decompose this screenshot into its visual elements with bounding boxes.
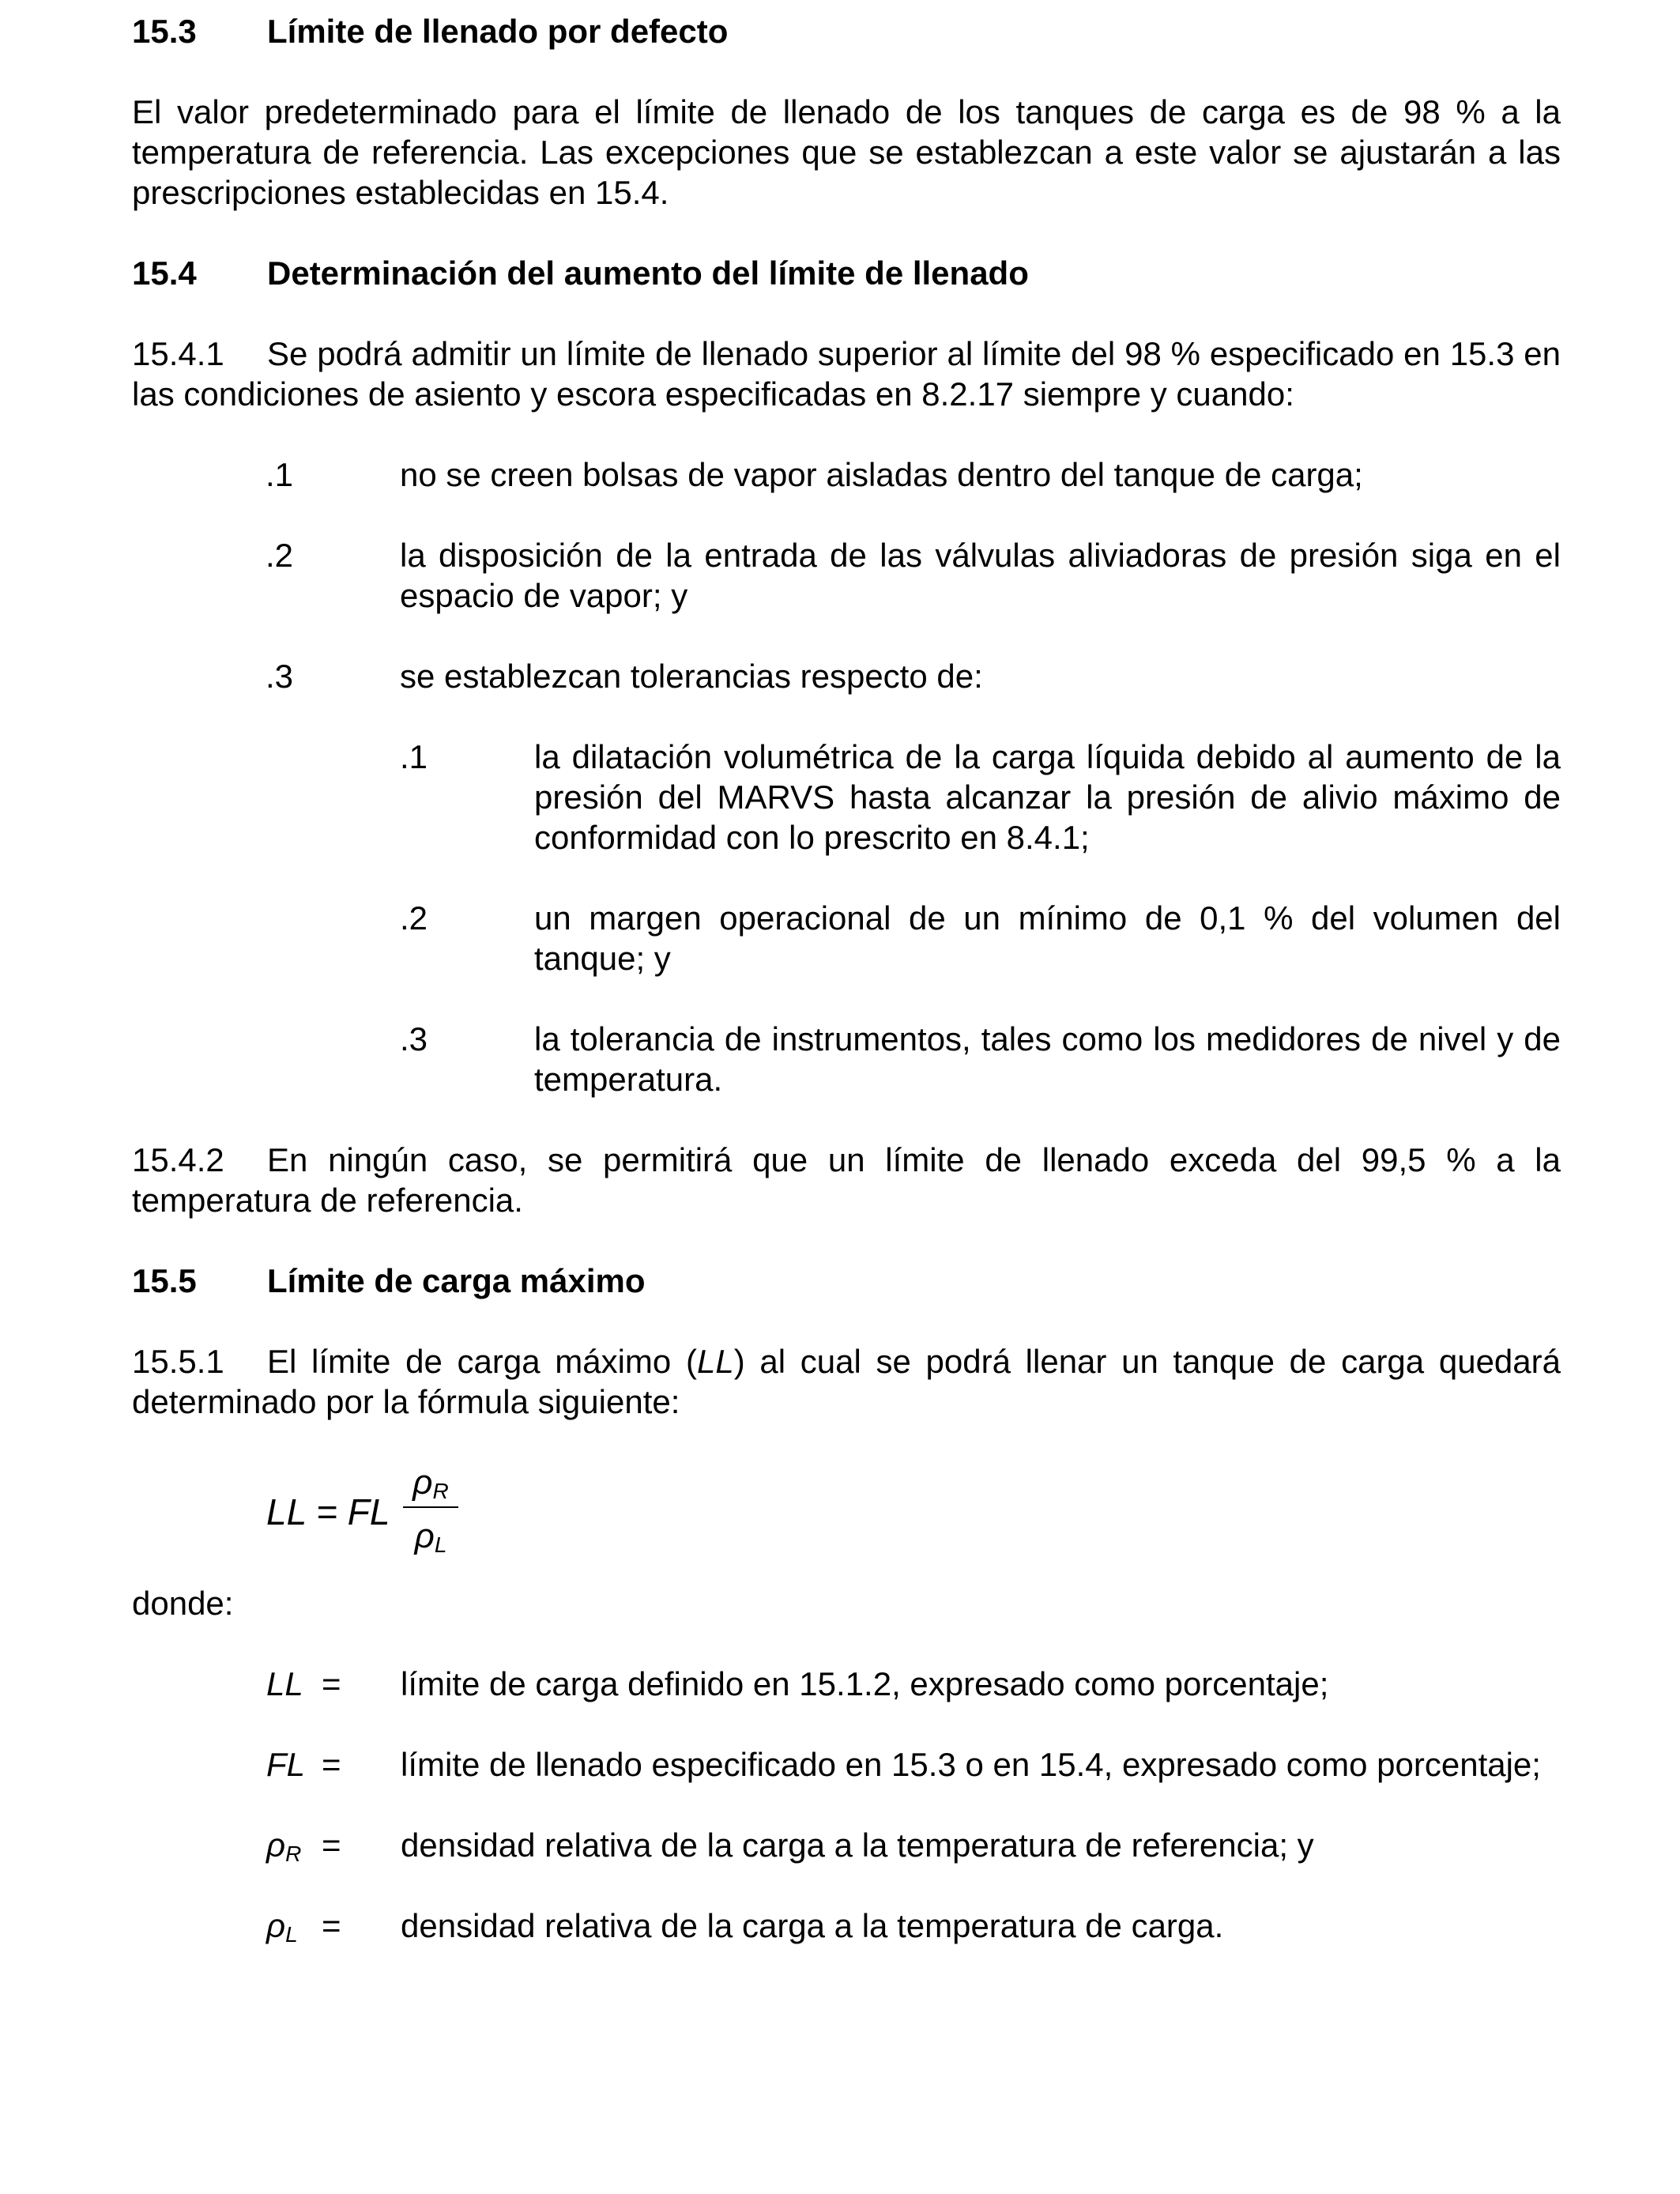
list-item-text: la tolerancia de instrumentos, tales como los medidores de nivel y de temperatura. xyxy=(534,1020,1561,1098)
definition-text: límite de llenado especificado en 15.3 o en 15.4, expresado como porcentaje; xyxy=(401,1746,1541,1783)
list-item-text: la dilatación volumétrica de la carga líquida debido al aumento de la presión del MARVS hasta alcanzar la presión de alivio máximo de conformidad con lo prescrito en 8.4.1; xyxy=(534,738,1561,856)
section-heading-15-4 xyxy=(132,253,1561,293)
paragraph-15-4-1 xyxy=(132,334,1561,414)
sub-list-item xyxy=(132,1019,1561,1099)
list-marker: .1 xyxy=(400,738,428,775)
paragraph-number: 15.4.2 xyxy=(132,1141,224,1178)
formula-lhs: LL = FL xyxy=(266,1491,390,1532)
paragraph-number: 15.4.1 xyxy=(132,335,224,372)
paragraph-15-3: El valor predeterminado para el límite de llenado de los tanques de carga es de 98 % a la temperatura de referencia. Las excepciones que se establezcan a este valor se ajustarán a las prescripciones establecidas en 15.4. xyxy=(132,93,1561,211)
list-marker: .3 xyxy=(266,658,294,695)
formula-denominator xyxy=(403,1516,458,1557)
paragraph-text: En ningún caso, se permitirá que un límite de llenado exceda del 99,5 % a la temperatura de referencia. xyxy=(132,1141,1561,1219)
list-marker: .2 xyxy=(400,899,428,937)
paragraph-15-5-1 xyxy=(132,1341,1561,1422)
section-title: Determinación del aumento del límite de llenado xyxy=(267,254,1029,292)
definition-text: límite de carga definido en 15.1.2, expresado como porcentaje; xyxy=(401,1665,1329,1702)
list-item xyxy=(132,535,1561,616)
definition-row xyxy=(132,1744,1561,1785)
paragraph-text: ) al cual se podrá llenar un tanque de carga quedará determinado por la fórmula siguiente: xyxy=(132,1343,1561,1420)
definition-text: densidad relativa de la carga a la temperatura de referencia; y xyxy=(401,1826,1314,1864)
section-number: 15.4 xyxy=(132,254,197,292)
list-marker: .3 xyxy=(400,1020,428,1057)
formula-numerator xyxy=(403,1462,458,1503)
section-title: Límite de llenado por defecto xyxy=(267,13,729,50)
definition-row xyxy=(132,1664,1561,1704)
section-number: 15.3 xyxy=(132,13,197,50)
rho-symbol: ρ xyxy=(414,1517,435,1555)
paragraph-15-4-2 xyxy=(132,1140,1561,1220)
rho-symbol: ρ xyxy=(412,1463,433,1502)
definition-symbol: $\rho_L$ xyxy=(266,1907,298,1947)
paragraph-symbol: LL xyxy=(696,1343,734,1380)
paragraph-text: Se podrá admitir un límite de llenado superior al límite del 98 % especificado en 15.3 en las condiciones de asiento y escora especificadas en 8.2.17 siempre y cuando: xyxy=(132,335,1561,413)
fraction-bar xyxy=(403,1506,458,1508)
section-title: Límite de carga máximo xyxy=(267,1262,646,1299)
paragraph-text: El límite de carga máximo ( xyxy=(267,1343,697,1380)
section-heading-15-5 xyxy=(132,1261,1561,1301)
subscript: R xyxy=(432,1479,449,1503)
donde-label: donde: xyxy=(132,1585,234,1622)
equals-sign: = xyxy=(322,1907,341,1944)
list-item-text: la disposición de la entrada de las válvulas aliviadoras de presión siga en el espacio de vapor; y xyxy=(400,537,1561,614)
equals-sign: = xyxy=(322,1665,341,1702)
definition-text: densidad relativa de la carga a la temperatura de carga. xyxy=(401,1907,1224,1944)
list-marker: .2 xyxy=(266,537,294,574)
section-heading-15-3 xyxy=(132,11,1561,51)
equals-sign: = xyxy=(322,1746,341,1783)
list-marker: .1 xyxy=(266,456,294,493)
list-item-text: un margen operacional de un mínimo de 0,1 % del volumen del tanque; y xyxy=(534,899,1561,977)
sub-list-item xyxy=(132,898,1561,978)
list-item-text: se establezcan tolerancias respecto de: xyxy=(400,658,983,695)
paragraph-number: 15.5.1 xyxy=(132,1343,224,1380)
formula xyxy=(266,1462,1561,1583)
equals-sign: = xyxy=(322,1826,341,1864)
definition-row xyxy=(132,1825,1561,1865)
subscript: L xyxy=(434,1532,447,1557)
definition-symbol: $\rho_R$ xyxy=(266,1826,302,1866)
document-page xyxy=(132,11,1561,1946)
section-number: 15.5 xyxy=(132,1262,197,1299)
definition-row xyxy=(132,1906,1561,1946)
definition-symbol: LL xyxy=(266,1665,303,1702)
sub-list-item xyxy=(132,737,1561,858)
formula-fraction xyxy=(403,1462,458,1557)
list-item xyxy=(132,454,1561,495)
definition-symbol: FL xyxy=(266,1746,306,1783)
list-item-text: no se creen bolsas de vapor aisladas dentro del tanque de carga; xyxy=(400,456,1363,493)
list-item xyxy=(132,656,1561,696)
